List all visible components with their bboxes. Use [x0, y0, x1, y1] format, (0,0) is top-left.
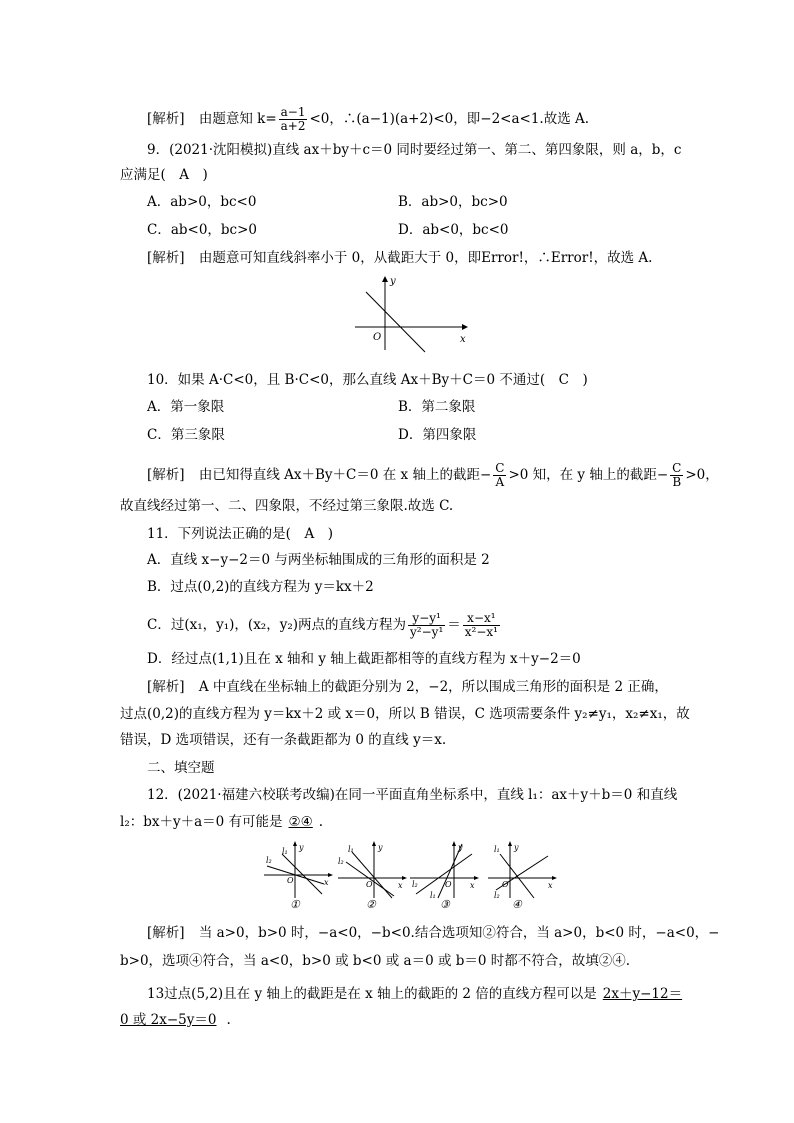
- svg-text:O: O: [366, 880, 373, 889]
- svg-text:y: y: [514, 843, 519, 852]
- q12-figure-label-2: ②: [366, 898, 376, 911]
- q9-stem-line1: 9．(2021·沈阳模拟)直线 ax＋by＋c＝0 同时要经过第一、第二、第四象限，则 a，b，c: [147, 142, 682, 158]
- fig-origin-label: O: [373, 332, 382, 343]
- q10-option-b: B．第二象限: [398, 399, 476, 415]
- q11-stem: 11．下列说法正确的是( A ): [147, 526, 333, 542]
- svg-text:O: O: [445, 880, 452, 889]
- q13-answer-blank-part1: 2x＋y−12＝: [602, 986, 683, 1002]
- q11-option-b: B．过点(0,2)的直线方程为 y＝kx＋2: [147, 579, 374, 595]
- q12-analysis-line1: 当 a>0，b>0 时，−a<0，−b<0.结合选项知②符合，当 a>0，b<0 时，−a<0，−: [198, 925, 720, 941]
- q12-figure-2: [336, 840, 408, 910]
- svg-text:x: x: [324, 878, 329, 887]
- q12-stem-line2: l₂：bx＋y＋a＝0 有可能是 ②④ .: [120, 814, 324, 830]
- q11-analysis-line3: 错误，D 选项错误，还有一条截距都为 0 的直线 y＝x.: [120, 732, 447, 748]
- q12-answer-blank: ②④: [288, 814, 313, 830]
- q9-option-d: D．ab<0，bc<0: [398, 222, 509, 238]
- q9-option-c: C．ab<0，bc>0: [147, 222, 258, 238]
- q11-analysis: [147, 678, 668, 696]
- q13-stem-line2: 0 或 2x−5y＝0 .: [120, 1012, 231, 1028]
- q12-figure-1: [262, 840, 334, 910]
- q8-analysis-text-pre: 由题意知 k=: [198, 111, 277, 127]
- q10-analysis-part3: >0，: [685, 467, 719, 483]
- q9-option-a: A．ab>0，bc<0: [147, 194, 257, 210]
- svg-text:y: y: [299, 843, 304, 852]
- section-heading-fill-in: 二、填空题: [147, 760, 215, 776]
- svg-text:l₁: l₁: [494, 845, 500, 854]
- q11-option-c-equals: ＝: [447, 617, 461, 633]
- q13-stem-line1: [147, 985, 682, 1003]
- q12-stem-line1: 12．(2021·福建六校联考改编)在同一平面直角坐标系中，直线 l₁：ax＋y＋b＝0 和直线: [147, 787, 678, 803]
- q11-option-c-text: C．过(x₁，y₁)，(x₂，y₂)两点的直线方程为: [147, 617, 407, 633]
- q12-figure-4: [486, 840, 558, 910]
- q11-option-d: D．经过点(1,1)且在 x 轴和 y 轴上截距都相等的直线方程为 x＋y−2＝0: [147, 651, 581, 667]
- q10-fraction-2: $\frac{C}{B}$: [672, 461, 682, 489]
- svg-text:y: y: [378, 843, 383, 852]
- svg-text:l₂: l₂: [412, 880, 418, 889]
- q10-analysis: [147, 462, 719, 489]
- q8-analysis: [147, 106, 589, 133]
- q8-fraction: $\frac{a-1}{a+2}$: [280, 105, 306, 133]
- q12-figure-label-1: ①: [290, 898, 300, 911]
- q11-option-a: A．直线 x−y−2＝0 与两坐标轴围成的三角形的面积是 2: [147, 552, 490, 568]
- analysis-tag: [解析]: [147, 679, 185, 695]
- q10-fraction-1: $\frac{C}{A}$: [495, 461, 505, 489]
- q11-analysis-line2: 过点(0,2)的直线方程为 y＝kx＋2 或 x＝0，所以 B 错误，C 选项需要条件 y₂≠y₁，x₂≠x₁，故: [120, 706, 690, 722]
- q9-analysis: [147, 249, 652, 267]
- q12-analysis: [147, 924, 719, 942]
- fig-y-label: y: [390, 276, 396, 287]
- q8-analysis-text-post: <0，∴(a−1)(a+2)<0，即−2<a<1.故选 A.: [309, 111, 590, 127]
- q13-stem-text: 13过点(5,2)且在 y 轴上的截距是在 x 轴上的截距的 2 倍的直线方程可以是: [147, 986, 597, 1002]
- q9-option-b: B．ab>0，bc>0: [398, 194, 508, 210]
- q11-option-c-fraction-2: $\frac{\text{x−x¹}}{\text{x²−x¹}}$: [464, 611, 498, 639]
- q12-figure-3: [408, 840, 480, 910]
- svg-text:l₂: l₂: [338, 857, 344, 866]
- q13-answer-blank-part2: 0 或 2x−5y＝0: [120, 1012, 217, 1028]
- svg-text:O: O: [287, 876, 294, 885]
- q11-analysis-line1: A 中直线在坐标轴上的截距分别为 2，−2，所以围成三角形的面积是 2 正确，: [198, 679, 668, 695]
- q12-analysis-line2: b>0，选项④符合，当 a<0，b>0 或 b<0 或 a＝0 或 b＝0 时都不符合，故填②④.: [120, 953, 631, 969]
- analysis-tag: [解析]: [147, 925, 185, 941]
- q9-analysis-text: 由题意可知直线斜率小于 0，从截距大于 0，即Error!，∴Error!，故选 A.: [198, 250, 653, 266]
- svg-text:l₁: l₁: [430, 891, 436, 900]
- q10-option-a: A．第一象限: [147, 399, 225, 415]
- q10-analysis-part1: 由已知得直线 Ax＋By＋C＝0 在 x 轴上的截距−: [198, 467, 492, 483]
- q9-stem-line2: 应满足( A ): [120, 167, 208, 183]
- analysis-tag: [解析]: [147, 467, 185, 483]
- svg-text:x: x: [548, 881, 553, 890]
- q11-option-c: [147, 612, 502, 639]
- svg-text:x: x: [470, 881, 475, 890]
- q12-stem-text: l₂：bx＋y＋a＝0 有可能是: [120, 814, 283, 830]
- q10-analysis-part2: >0 知，在 y 轴上的截距−: [508, 467, 669, 483]
- svg-text:l₁: l₁: [348, 845, 354, 854]
- svg-text:l₂: l₂: [266, 856, 272, 865]
- svg-text:y: y: [458, 843, 463, 852]
- svg-text:l₁: l₁: [282, 847, 288, 856]
- q10-stem: 10．如果 A·C<0，且 B·C<0，那么直线 Ax＋By＋C＝0 不通过( C ): [147, 372, 588, 388]
- svg-text:x: x: [398, 881, 403, 890]
- q10-option-d: D．第四象限: [398, 427, 477, 443]
- analysis-tag: [解析]: [147, 250, 185, 266]
- fig-x-label: x: [460, 334, 466, 345]
- q10-option-c: C．第三象限: [147, 427, 225, 443]
- q12-figure-label-4: ④: [512, 898, 522, 911]
- svg-text:l₂: l₂: [494, 891, 500, 900]
- analysis-tag: [解析]: [147, 111, 185, 127]
- q11-option-c-fraction-1: $\frac{\text{y−y¹}}{\text{y²−y¹}}$: [410, 611, 444, 639]
- q12-figure-label-3: ③: [440, 898, 450, 911]
- q10-analysis-line2: 故直线经过第一、二、四象限，不经过第三象限.故选 C.: [120, 498, 454, 514]
- svg-text:O: O: [502, 880, 509, 889]
- q9-figure: [350, 272, 470, 354]
